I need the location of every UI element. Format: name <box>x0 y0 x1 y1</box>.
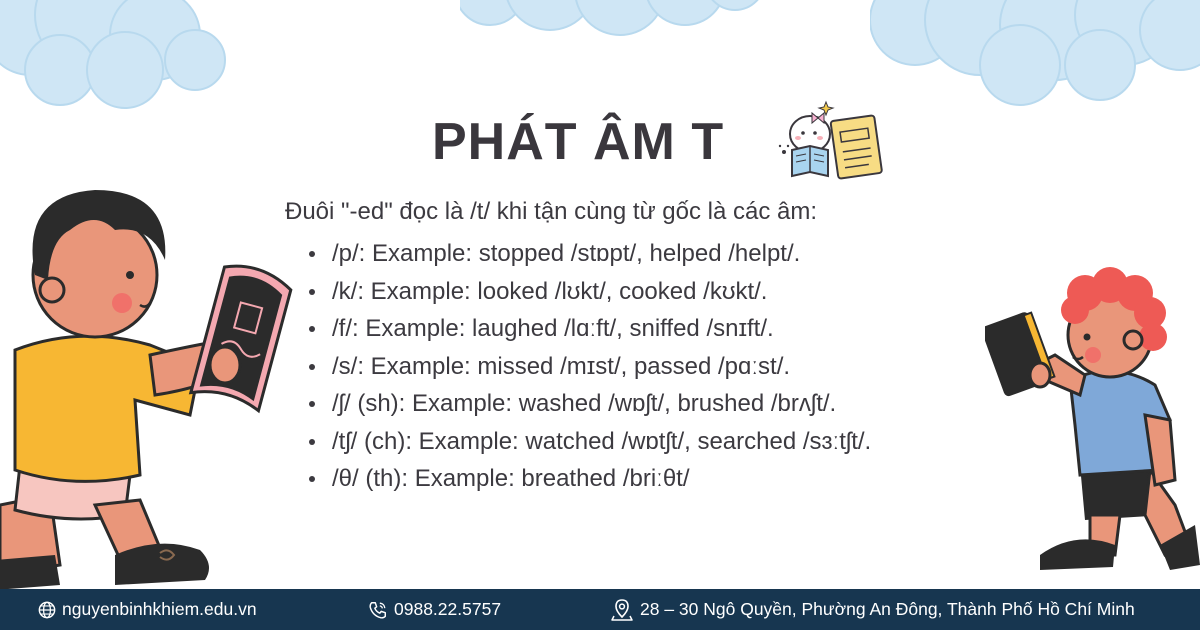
boy-reading-left-illustration <box>0 165 300 590</box>
page-title: PHÁT ÂM T <box>432 113 725 171</box>
list-item <box>300 385 871 423</box>
rule-text: /θ/ (th): Example: breathed /briːθt/ <box>332 465 690 492</box>
list-item <box>300 460 871 498</box>
rule-text: /tʃ/ (ch): Example: watched /wɒtʃt/, searched /sɜːtʃt/. <box>332 427 872 455</box>
rule-text: /ʃ/ (sh): Example: washed /wɒʃt/, brushed /brʌʃt/. <box>332 390 837 417</box>
rule-text: /p/: Example: stopped /stɒpt/, helped /helpt/. <box>332 240 801 267</box>
bullet-icon <box>309 326 315 332</box>
globe-icon <box>38 601 56 619</box>
footer-bar <box>0 589 1200 630</box>
bullet-icon <box>309 289 315 295</box>
bullet-icon <box>309 401 315 407</box>
list-item <box>300 273 871 311</box>
footer-address[interactable] <box>610 589 1135 630</box>
address-text: 28 – 30 Ngô Quyền, Phường An Đông, Thành Phố Hồ Chí Minh <box>640 599 1135 619</box>
cloud-right-decoration <box>870 0 1200 110</box>
rules-list <box>300 235 871 498</box>
map-pin-icon <box>610 598 634 622</box>
bullet-icon <box>309 476 315 482</box>
phone-text: 0988.22.5757 <box>394 599 502 619</box>
list-item <box>300 310 871 348</box>
list-item <box>300 348 871 386</box>
rule-text: /s/: Example: missed /mɪst/, passed /pɑːst/. <box>332 352 791 380</box>
footer-website[interactable] <box>38 589 257 630</box>
bullet-icon <box>309 364 315 370</box>
bullet-icon <box>309 439 315 445</box>
intro-text: Đuôi "-ed" đọc là /t/ khi tận cùng từ gốc là các âm: <box>285 198 818 225</box>
bullet-icon <box>309 251 315 257</box>
list-item <box>300 235 871 273</box>
cloud-left-decoration <box>0 0 240 110</box>
rule-text: /f/: Example: laughed /lɑːft/, sniffed /snɪft/. <box>332 315 774 342</box>
reading-ghost-icon <box>776 100 886 184</box>
cloud-center-decoration <box>460 0 760 45</box>
phone-icon <box>368 600 388 620</box>
footer-phone[interactable] <box>368 589 501 630</box>
website-text: nguyenbinhkhiem.edu.vn <box>62 599 257 619</box>
rule-text: /k/: Example: looked /lʊkt/, cooked /kʊkt/. <box>332 277 768 305</box>
boy-reading-right-illustration <box>985 255 1200 585</box>
list-item <box>300 423 871 461</box>
